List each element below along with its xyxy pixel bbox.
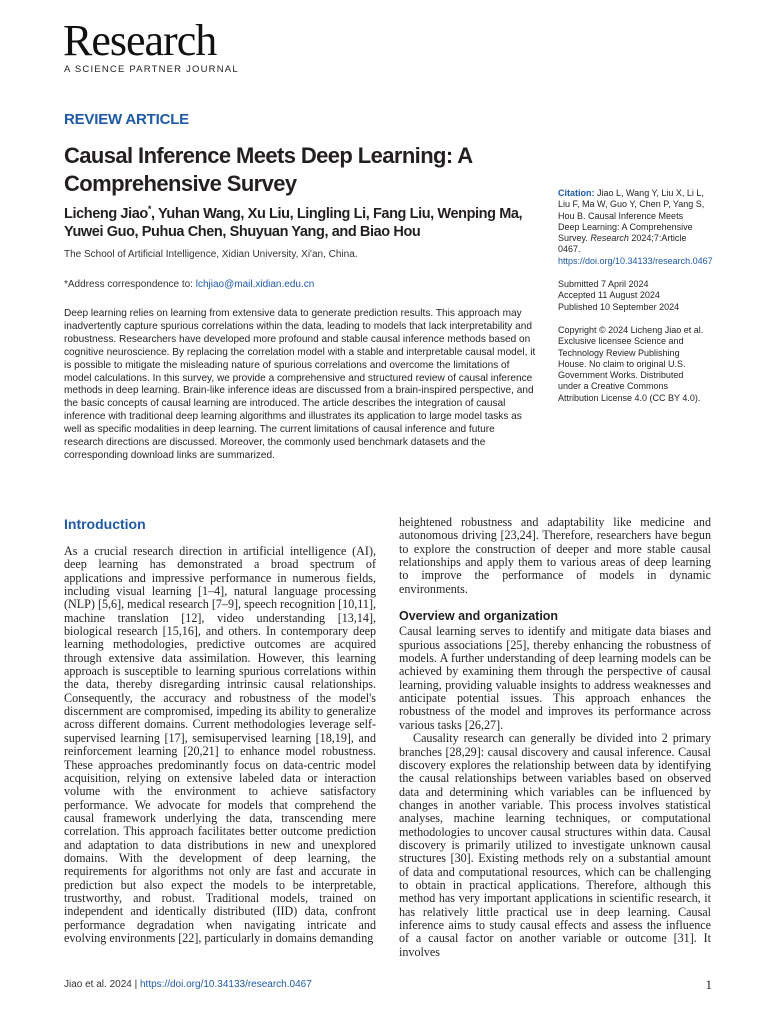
correspondence [64, 279, 534, 290]
intro-paragraph-continued: heightened robustness and adaptability like medicine and autonomous driving [23,24]. Therefore, researchers have begun to explore the construction of deeper and more stable causal relationships and apply them to various areas of deep learning to improve the performance of models in dynamic environments. [399, 515, 711, 596]
published-date: Published 10 September 2024 [558, 301, 680, 312]
citation-label: Citation: [558, 188, 595, 198]
citation-journal: Research [590, 233, 629, 244]
citation-text: Jiao L, Wang Y, Liu X, Li L, Liu F, Ma W, Guo Y, Chen P, Yang S, Hou B. Causal Inference Meets Deep Learning: A Comprehensive Survey. [558, 188, 705, 244]
submitted-date: Submitted 7 April 2024 [558, 279, 649, 290]
journal-logo: Research [63, 16, 217, 65]
citation-doi-link[interactable]: https://doi.org/10.34133/research.0467 [558, 255, 713, 266]
article-title: Causal Inference Meets Deep Learning: A Comprehensive Survey [64, 143, 472, 196]
first-author: Licheng Jiao [64, 205, 148, 222]
abstract: Deep learning relies on learning from extensive data to generate prediction results. This approach may inadvertently capture spurious correlations within the data, leading to models that lack interpretability and robustness. Researchers have developed more profound and stable causal inference methods based on cognitive neuroscience. By replacing the correlation model with a stable and interpretable causal model, it is possible to mitigate the misleading nature of spurious correlations and overcome the limitations of model calculations. In this survey, we provide a comprehensive and structured review of causal inference methods in deep learning. Brain-like inference ideas are discussed from a brain-inspired perspective, and the basic concepts of causal learning are introduced. The article describes the integration of causal inference with traditional deep learning algorithms and illustrates its application to large model tasks as well as specific modalities in deep learning. The current limitations of causal inference and future research directions are discussed. Moreover, the commonly used benchmark datasets and the corresponding download links are summarized. [64, 308, 536, 461]
author-list [64, 200, 534, 242]
overview-paragraph-2: Causality research can generally be divided into 2 primary branches [28,29]: causal discovery and causal inference. Causal discovery explores the relationship between data by identifying the causal relationships between variables based on observed data and determining which variables can be influenced by changes in another variable. This process involves statistical analyses, machine learning techniques, or computational methodologies to uncover causal structures within data. Causal discovery is primarily utilized to investigate unknown causal structures [30]. Existing methods rely on a substantial amount of data and computational resources, which can be challenging to obtain in practical applications. Therefore, although this method has very important applications in scientific research, it has relatively little practical use in deep learning. Causal inference aims to study causal effects and assess the influence of a causal factor on another variable or outcome [31]. It involves [399, 731, 711, 959]
page-number: 1 [705, 977, 712, 992]
citation-volume: 2024;7:Article 0467. [558, 233, 687, 255]
citation-block [558, 188, 713, 267]
overview-paragraph-1: Causal learning serves to identify and mitigate data biases and spurious associations [25], thereby enhancing the robustness of models. A further understanding of deep learning models can be achieved by examining them through the perspective of causal learning, providing valuable insights to address weaknesses and anticipate potential issues. This approach enhances the robustness of the model and improves its performance across various tasks [26,27]. [399, 624, 711, 732]
dates-block [558, 279, 706, 313]
introduction-heading: Introduction [64, 516, 146, 532]
footer-citation: Jiao et al. 2024 | [64, 979, 140, 990]
body-column-right [399, 516, 711, 959]
correspondence-email-link[interactable]: lchjiao@mail.xidian.edu.cn [195, 279, 315, 290]
footer-doi-link[interactable]: https://doi.org/10.34133/research.0467 [139, 979, 312, 990]
article-type: REVIEW ARTICLE [64, 111, 189, 128]
intro-paragraph: As a crucial research direction in artificial intelligence (AI), deep learning has demonstrated a broad spectrum of applications and impressive performance in numerous fields, including visual learning [1–4], natural language processing (NLP) [5,6], medical research [7–9], speech recognition [10,11], machine translation [12], video understanding [13,14], biological research [15,16], and others. In contemporary deep learning methodologies, predictive outcomes are acquired through extensive data assimilation. However, this learning approach is susceptible to learning spurious correlations within the data, thereby disregarding intrinsic causal relationships. Consequently, the accuracy and robustness of the model's discernment are compromised, impeding its ability to generalize across different domains. Current methodologies leverage self-supervised learning [17], semisupervised learning [18,19], and reinforcement learning [20,21] to enhance model robustness. These approaches predominantly focus on data-centric model acquisition, relying on extensive labeled data or interaction volume with the environment to achieve satisfactory performance. We advocate for models that comprehend the causal framework underlying the data, transcending mere correlation. This approach facilitates better outcome prediction and adaptation to data distributions in new and unexplored domains. With the development of deep learning, the requirements for algorithms not only are fast and accurate in prediction but also expect the models to be interpretable, trustworthy, and robust. Traditional models, trained on independent and identically distributed (IID) data, confront performance degradation when navigating intricate and evolving environments [22], particularly in domains demanding [64, 544, 376, 945]
journal-tagline: A SCIENCE PARTNER JOURNAL [64, 64, 239, 75]
page-footer [64, 979, 312, 990]
copyright-notice: Copyright © 2024 Licheng Jiao et al. Exclusive licensee Science and Technology Review Publishing House. No claim to original U.S. Government Works. Distributed under a Creative Commons Attribution License 4.0 (CC BY 4.0). [558, 324, 704, 403]
accepted-date: Accepted 11 August 2024 [558, 290, 660, 301]
body-column-left [64, 545, 376, 945]
correspondence-label: *Address correspondence to: [64, 279, 196, 290]
affiliation: The School of Artificial Intelligence, Xidian University, Xi'an, China. [64, 249, 358, 260]
overview-heading: Overview and organization [399, 609, 559, 624]
article-sidebar [558, 188, 713, 416]
corresponding-mark: * [147, 204, 151, 214]
other-authors: , Yuhan Wang, Xu Liu, Lingling Li, Fang Liu, Wenping Ma, Yuwei Guo, Puhua Chen, Shuyuan Yang, and Biao Hou [64, 205, 523, 241]
